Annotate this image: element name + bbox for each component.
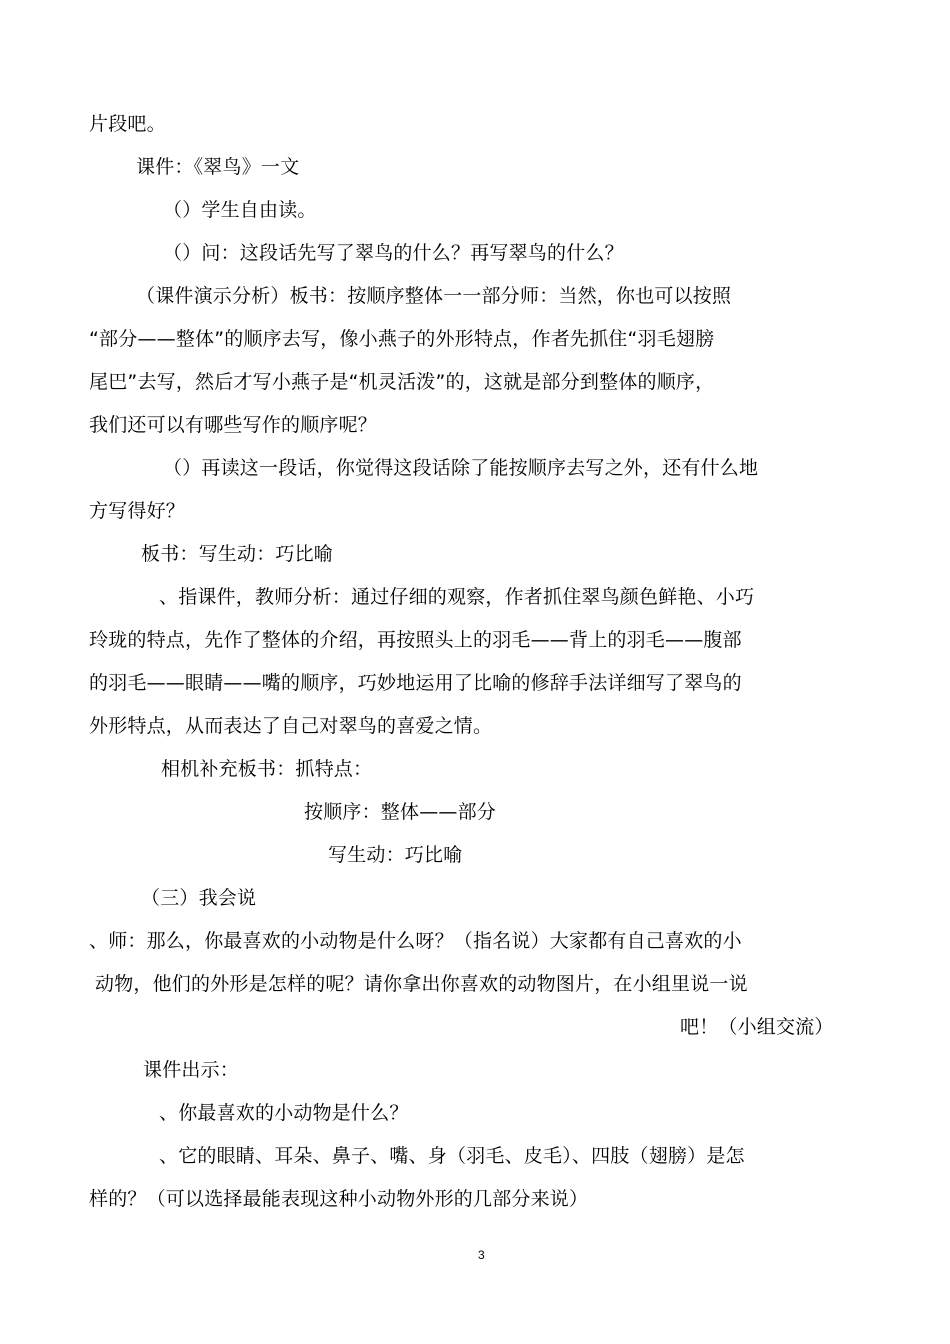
text-line: （）再读这一段话，你觉得这段话除了能按顺序去写之外，还有什么地 <box>163 457 759 479</box>
text-line: 、指课件，教师分析：通过仔细的观察，作者抓住翠鸟颜色鲜艳、小巧 <box>159 586 755 608</box>
text-line: 片段吧。 <box>89 113 166 135</box>
text-line: （课件演示分析）板书：按顺序整体一一部分师：当然，你也可以按照 <box>136 285 732 307</box>
text-line: 我们还可以有哪些写作的顺序呢？ <box>89 414 378 436</box>
text-line: （）问：这段话先写了翠鸟的什么？再写翠鸟的什么？ <box>163 242 624 264</box>
text-line: 吧！（小组交流） <box>680 1016 834 1038</box>
text-line: 课件：《翠鸟》一文 <box>136 156 300 178</box>
section-heading: （三）我会说 <box>141 887 257 909</box>
text-line: （）学生自由读。 <box>163 199 317 221</box>
text-line: 尾巴”去写，然后才写小燕子是“机灵活泼”的，这就是部分到整体的顺序， <box>89 371 715 393</box>
text-line: 课件出示： <box>143 1059 240 1081</box>
text-line: 玲珑的特点，先作了整体的介绍，再按照头上的羽毛——背上的羽毛——腹部 <box>89 629 742 651</box>
text-line: 方写得好？ <box>89 500 186 522</box>
text-line: 、师：那么，你最喜欢的小动物是什么呀？（指名说）大家都有自己喜欢的小 <box>89 930 742 952</box>
text-line: 样的？（可以选择最能表现这种小动物外形的几部分来说） <box>89 1188 589 1210</box>
text-line: 写生动：巧比喻 <box>328 844 463 866</box>
text-line: 外形特点，从而表达了自己对翠鸟的喜爱之情。 <box>89 715 493 737</box>
text-line: “部分——整体”的顺序去写，像小燕子的外形特点，作者先抓住“羽毛翅膀 <box>89 328 715 350</box>
text-line: 相机补充板书：抓特点： <box>161 758 373 780</box>
text-line: 动物，他们的外形是怎样的呢？请你拿出你喜欢的动物图片，在小组里说一说 <box>95 973 748 995</box>
text-line: 板书：写生动：巧比喻 <box>141 543 334 565</box>
page-number: 3 <box>478 1248 485 1262</box>
text-line: 、你最喜欢的小动物是什么？ <box>159 1102 409 1124</box>
text-line: 按顺序：整体——部分 <box>304 801 497 823</box>
text-line: 的羽毛——眼睛——嘴的顺序，巧妙地运用了比喻的修辞手法详细写了翠鸟的 <box>89 672 742 694</box>
text-line: 、它的眼睛、耳朵、鼻子、嘴、身（羽毛、皮毛）、四肢（翅膀）是怎 <box>159 1145 745 1167</box>
